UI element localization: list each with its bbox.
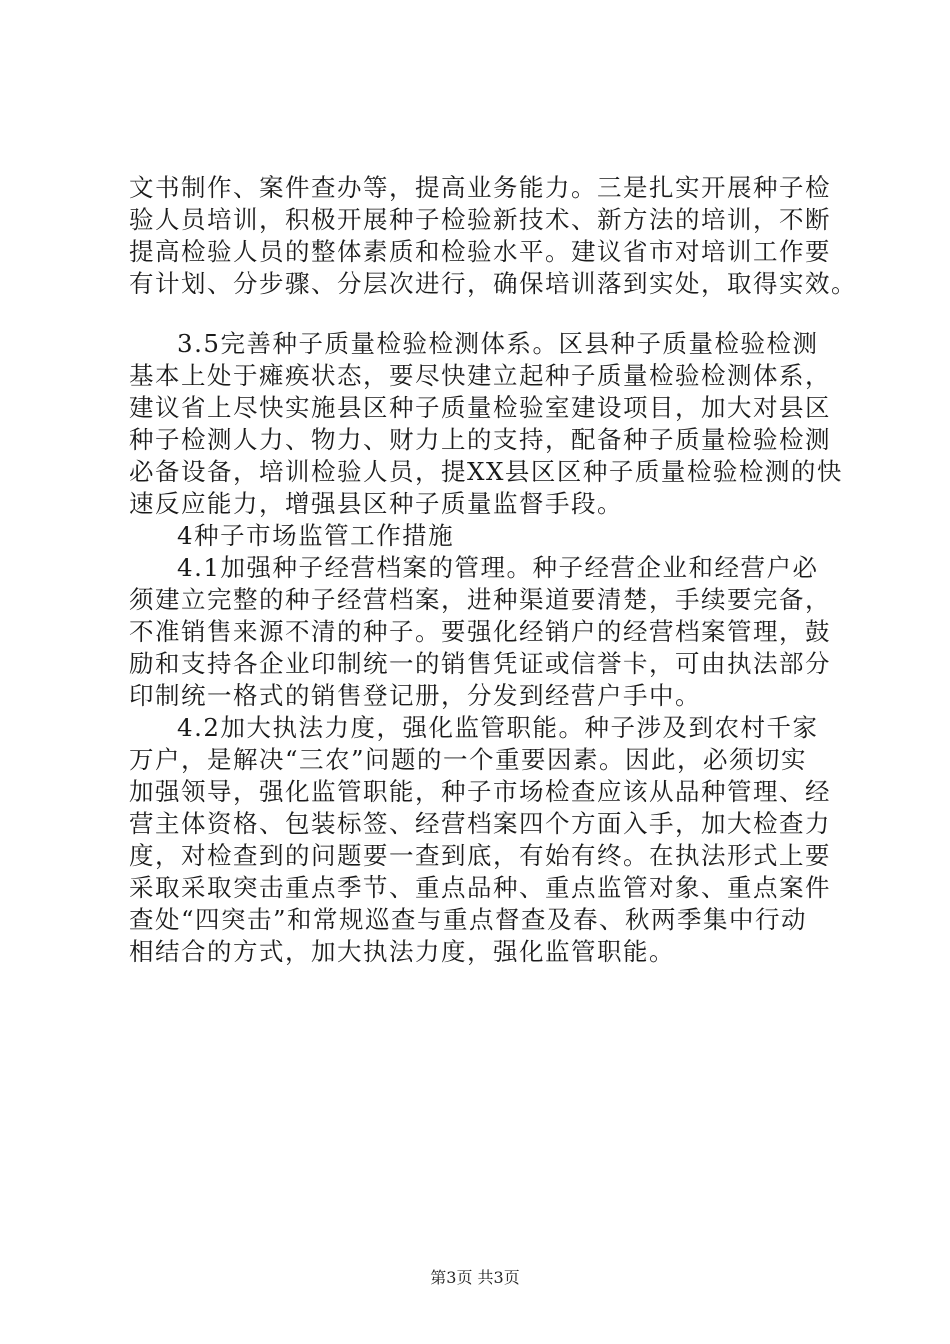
section-body: [129, 328, 849, 968]
text-line: 印制统一格式的销售登记册，分发到经营户手中。: [129, 681, 701, 710]
paragraph-4-1-first-line: 4.1加强种子经营档案的管理。种子经营企业和经营户必: [177, 553, 819, 582]
text-line: 励和支持各企业印制统一的销售凭证或信誉卡，可由执法部分: [129, 649, 831, 678]
text-line: 建议省上尽快实施县区种子质量检验室建设项目，加大对县区: [129, 393, 831, 422]
text-line: 不准销售来源不清的种子。要强化经销户的经营档案管理，鼓: [129, 617, 831, 646]
text-line: 速反应能力，增强县区种子质量监督手段。: [129, 489, 623, 518]
text-line: 验人员培训，积极开展种子检验新技术、新方法的培训，不断: [129, 205, 831, 234]
text-line: 有计划、分步骤、分层次进行，确保培训落到实处，取得实效。: [129, 269, 857, 298]
text-line: 基本上处于瘫痪状态，要尽快建立起种子质量检验检测体系，: [129, 361, 831, 390]
paragraph-4-2-first-line: 4.2加大执法力度，强化监管职能。种子涉及到农村千家: [177, 713, 819, 742]
text-line: 度，对检查到的问题要一查到底，有始有终。在执法形式上要: [129, 841, 831, 870]
paragraph-training-continued: [129, 172, 857, 300]
text-line: 必备设备，培训检验人员，提XX县区区种子质量检验检测的快: [129, 457, 843, 486]
paragraph-3-5-first-line: 3.5完善种子质量检验检测体系。区县种子质量检验检测: [177, 329, 819, 358]
text-line: 查处“四突击”和常规巡查与重点督查及春、秋两季集中行动: [129, 905, 808, 934]
text-line: 营主体资格、包装标签、经营档案四个方面入手，加大检查力: [129, 809, 831, 838]
text-line: 文书制作、案件查办等，提高业务能力。三是扎实开展种子检: [129, 173, 831, 202]
text-line: 提高检验人员的整体素质和检验水平。建议省市对培训工作要: [129, 237, 831, 266]
text-line: 采取采取突击重点季节、重点品种、重点监管对象、重点案件: [129, 873, 831, 902]
text-line: 种子检测人力、物力、财力上的支持，配备种子质量检验检测: [129, 425, 831, 454]
text-line: 相结合的方式，加大执法力度，强化监管职能。: [129, 937, 675, 966]
page-number-footer: 第3页 共3页: [430, 1268, 520, 1287]
section-heading-4: 4种子市场监管工作措施: [177, 521, 455, 550]
text-line: 万户，是解决“三农”问题的一个重要因素。因此，必须切实: [129, 745, 808, 774]
text-line: 加强领导，强化监管职能，种子市场检查应该从品种管理、经: [129, 777, 831, 806]
text-line: 须建立完整的种子经营档案，进种渠道要清楚，手续要完备，: [129, 585, 831, 614]
